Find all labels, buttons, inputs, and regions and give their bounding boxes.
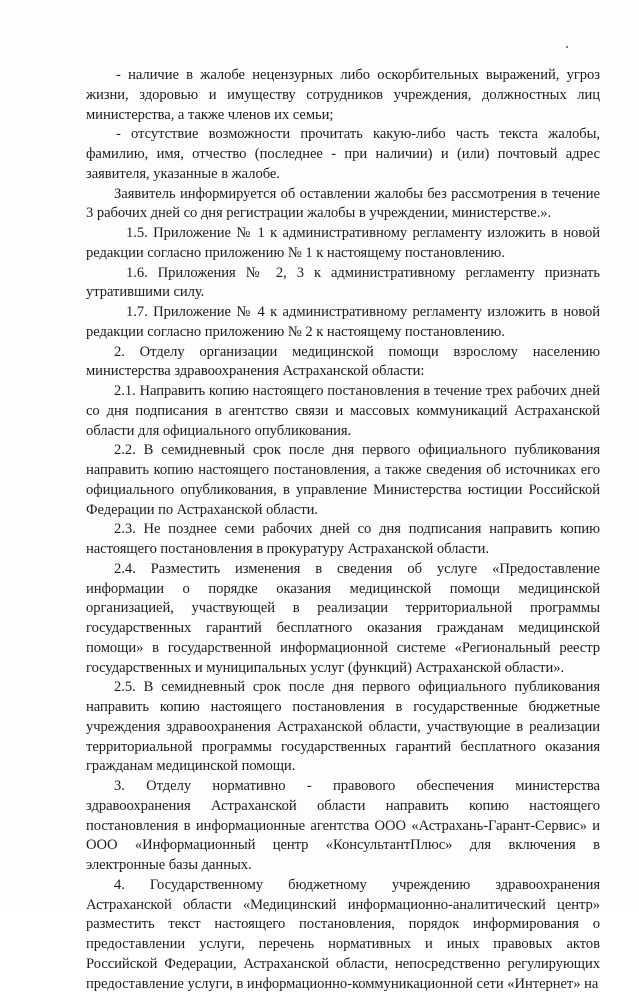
paragraph-p7: 2. Отделу организации медицинской помощи взрослому населению министерства здравоохранения Астраханской области:	[86, 343, 600, 380]
paragraph-p2: - отсутствие возможности прочитать какую-либо часть текста жалобы, фамилию, имя, отчество (последнее - при наличии) и (или) почтовый адрес заявителя, указанные в жалобе.	[86, 126, 600, 182]
paragraph-p1: - наличие в жалобе нецензурных либо оскорбительных выражений, угроз жизни, здоровью и имуществу сотрудников учреждения, должностных лиц министерства, а также членов их семьи;	[86, 67, 600, 123]
scan-speck	[566, 46, 568, 48]
paragraph-p6: 1.7. Приложение № 4 к административному регламенту изложить в новой редакции согласно приложению № 2 к настоящему постановлению.	[86, 304, 600, 340]
paragraph-p9: 2.2. В семидневный срок после дня первого официального публикования направить копию настоящего постановления, а также сведения об источниках его официального опубликования, в управление Министерства юстиции Российской Федерации по Астраханской области.	[86, 442, 600, 518]
paragraph-p8: 2.1. Направить копию настоящего постановления в течение трех рабочих дней со дня подписания в агентство связи и массовых коммуникаций Астраханской области для официального опубликования.	[86, 383, 600, 439]
paragraph-p4: 1.5. Приложение № 1 к административному регламенту изложить в новой редакции согласно приложению № 1 к настоящему постановлению.	[86, 225, 600, 261]
document-body	[86, 66, 600, 994]
paragraph-p10: 2.3. Не позднее семи рабочих дней со дня подписания направить копию настоящего постановления в прокуратуру Астраханской области.	[86, 521, 600, 557]
paragraph-p5: 1.6. Приложения № 2, 3 к административному регламенту признать утратившими силу.	[86, 264, 600, 301]
paragraph-p13: 3. Отделу нормативно - правового обеспечения министерства здравоохранения Астраханской области направить копию настоящего постановления в информационные агентства ООО «Астрахань-Гарант-Сервис» и ООО «Информационный центр «КонсультантПлюс» для включения в электронные базы данных.	[86, 778, 600, 873]
paragraph-p11: 2.4. Разместить изменения в сведения об услуге «Предоставление информации о порядке оказания медицинской помощи медицинской организацией, участвующей в реализации территориальной программы государственных гарантий бесплатного оказания гражданам медицинской помощи» в государственной информационной системе «Региональный реестр государственных и муниципальных услуг (функций) Астраханской области».	[86, 560, 600, 676]
paragraph-p12: 2.5. В семидневный срок после дня первого официального публикования направить копию настоящего постановления в государственные бюджетные учреждения здравоохранения Астраханской области, участвующие в реализации территориальной программы государственных гарантий бесплатного оказания гражданам медицинской помощи.	[86, 679, 600, 775]
paragraph-p14: 4. Государственному бюджетному учреждению здравоохранения Астраханской области «Медицинский информационно-аналитический центр» разместить текст настоящего постановления, порядок информирования о предоставлении услуги, перечень нормативных и иных правовых актов Российской Федерации, Астраханской области, непосредственно регулирующих предоставление услуги, в информационно-коммуникационной сети «Интернет» на	[86, 876, 600, 992]
paragraph-p3: Заявитель информируется об оставлении жалобы без рассмотрения в течение 3 рабочих дней со дня регистрации жалобы в учреждении, министерстве.».	[86, 185, 600, 222]
